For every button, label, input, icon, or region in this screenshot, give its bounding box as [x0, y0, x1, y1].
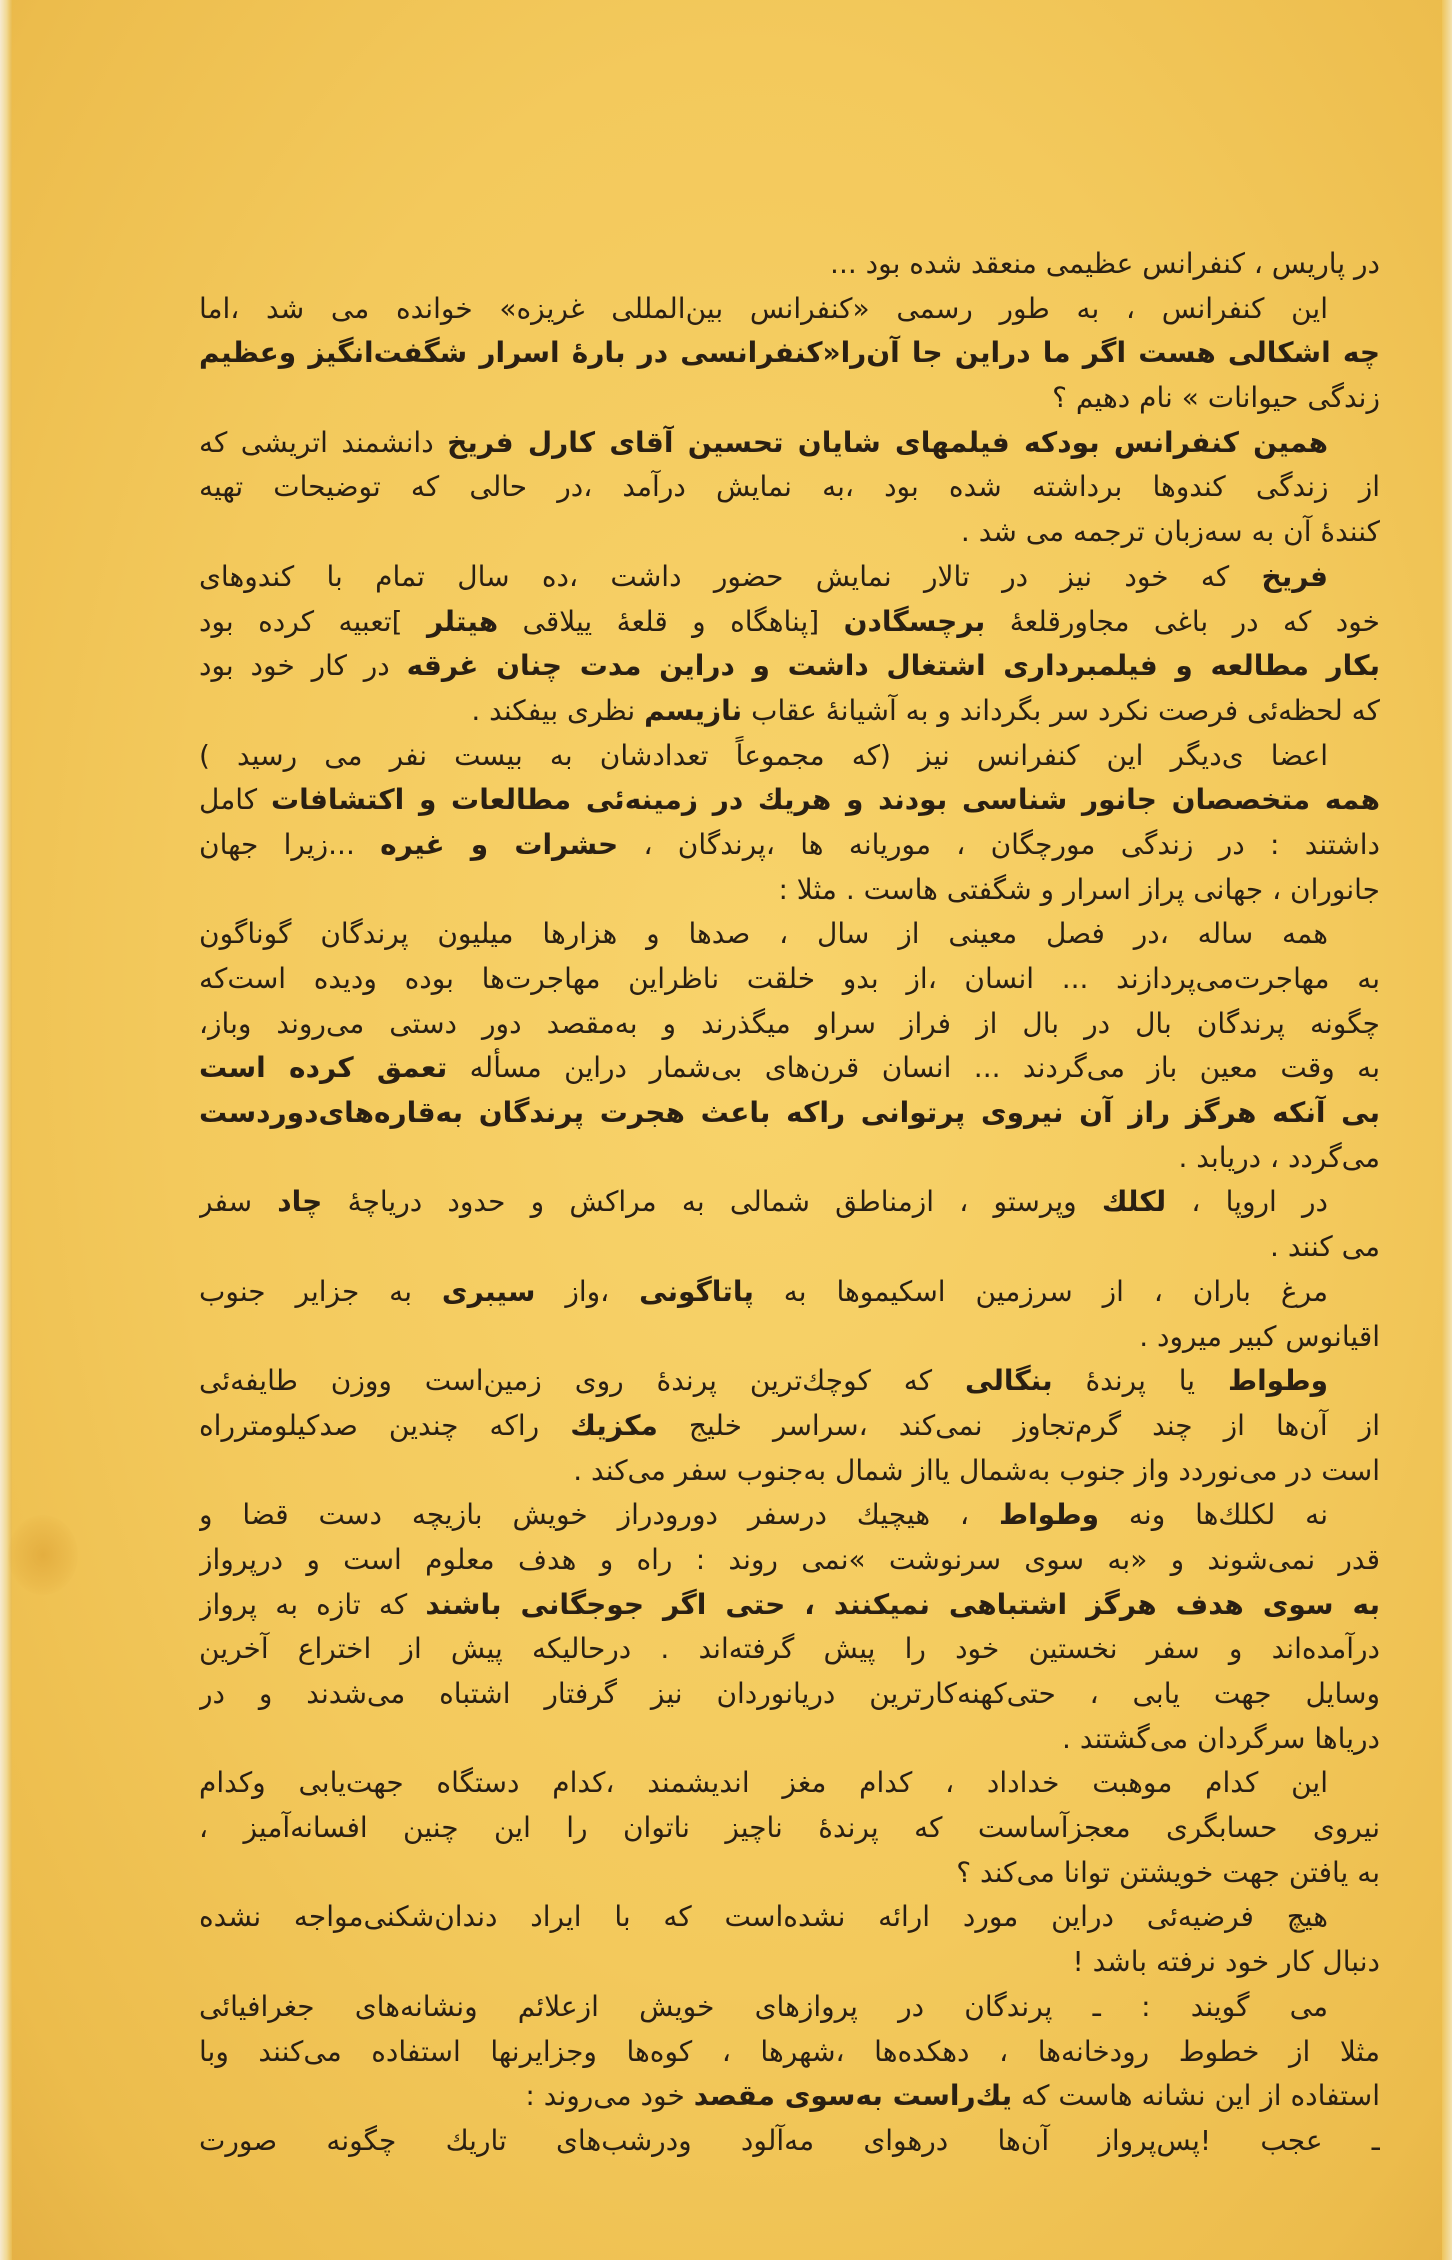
text-segment: ـ عجب !پس‌پرواز آن‌ها درهوای مه‌آلود ودرشب‌های تاریك چگونه صورت [199, 2123, 1380, 2157]
text-line [199, 2119, 1380, 2164]
text-segment: هیچ فرضیه‌ئی دراین مورد ارائه نشده‌است که با ایراد دندان‌شکنی‌مواجه نشده [199, 1900, 1328, 1934]
text-line [199, 1940, 1380, 1985]
article-body [199, 242, 1380, 2164]
text-line [199, 1895, 1380, 1940]
text-line [199, 1270, 1380, 1315]
bold-text-segment: وطواط [1227, 1364, 1328, 1398]
bold-text-segment: تعمق کرده است [199, 1051, 448, 1085]
text-line [199, 1225, 1380, 1270]
text-segment: ، هیچیك درسفر دورودراز خویش بازیچه دست قضا و [199, 1498, 970, 1532]
text-segment: ،واز [565, 1274, 610, 1308]
bold-text-segment: بکار مطالعه و فیلمبرداری اشتغال داشت و دراین مدت چنان غرقه [406, 649, 1380, 683]
text-segment: از آن‌ها از چند گرم‌تجاوز نمی‌کند ،سراسر خلیج [688, 1408, 1380, 1442]
text-segment: استفاده از این نشانه هاست که [1021, 2079, 1380, 2113]
text-line [199, 868, 1380, 913]
bold-text-segment: نازیسم [644, 693, 743, 727]
bold-text-segment: سیبری [441, 1274, 536, 1308]
text-segment: سفر [199, 1185, 253, 1219]
text-line [199, 1091, 1380, 1136]
text-line [199, 1851, 1380, 1896]
paragraph [199, 287, 1380, 421]
bold-text-segment: بنگالی [965, 1364, 1053, 1398]
text-segment: این کدام موهبت خداداد ، کدام مغز اندیشمند ،کدام دستگاه جهت‌یابی وکدام [199, 1766, 1328, 1800]
text-line [199, 1672, 1380, 1717]
text-segment: می کنند . [1270, 1230, 1380, 1264]
text-line [199, 734, 1380, 779]
text-segment: نظری بیفکند . [471, 693, 636, 727]
text-segment: همه ساله ،در فصل معینی از سال ، صدها و هزارها میلیون پرندگان گوناگون [199, 917, 1328, 951]
bold-text-segment: پاتاگونی [639, 1274, 754, 1308]
text-line [199, 510, 1380, 555]
text-segment: در کار خود بود [199, 649, 390, 683]
bold-text-segment: همین کنفرانس بودکه فیلمهای شایان تحسین آقای کارل فریخ [447, 425, 1328, 459]
text-segment: می گویند : ـ پرندگان در پروازهای خویش ازعلائم ونشانه‌های جغرافیائی [199, 1989, 1328, 2023]
text-line [199, 1449, 1380, 1494]
text-segment: ]تعبیه کرده بود [199, 604, 403, 638]
paragraph [199, 734, 1380, 913]
text-segment: قدر نمی‌شوند و «به سوی سرنوشت »نمی روند : راه و هدف معلوم است و درپرواز [199, 1542, 1380, 1576]
text-line [199, 1717, 1380, 1762]
text-line [199, 2030, 1380, 2075]
paragraph [199, 1761, 1380, 1895]
text-line [199, 1806, 1380, 1851]
text-line [199, 1493, 1380, 1538]
bold-text-segment: فریخ [1261, 559, 1328, 593]
paper-stain [8, 1515, 78, 1595]
text-segment: خود که در باغی مجاورقلعهٔ [1009, 604, 1380, 638]
text-line [199, 242, 1380, 287]
bold-text-segment: هیتلر [426, 604, 499, 638]
text-line [199, 555, 1380, 600]
text-line [199, 1180, 1380, 1225]
bold-text-segment: مکزیك [570, 1408, 658, 1442]
text-line [199, 823, 1380, 868]
text-segment: که تازه به پرواز [199, 1587, 408, 1621]
text-segment: در اروپا ، [1191, 1185, 1328, 1219]
text-segment: خود می‌روند : [525, 2079, 685, 2113]
text-segment: اقیانوس کبیر میرود . [1139, 1319, 1380, 1353]
text-line [199, 778, 1380, 823]
paragraph [199, 242, 1380, 287]
bold-text-segment: همه متخصصان جانور شناسی بودند و هریك در زمینه‌ئی مطالعات و اکتشافات [270, 783, 1380, 817]
text-line [199, 1002, 1380, 1047]
page-edge-right [1442, 0, 1452, 2260]
text-segment: که کوچك‌ترین پرندهٔ روی زمین‌است ووزن طایفه‌ئی [199, 1364, 933, 1398]
text-segment: این کنفرانس ، به طور رسمی «کنفرانس بین‌المللی غریزه» خوانده می شد ،اما [199, 291, 1328, 325]
text-segment: نه لکلك‌ها ونه [1128, 1498, 1328, 1532]
text-segment: وسایل جهت یابی ، حتی‌کهنه‌کارترین دریانوردان نیز گرفتار اشتباه می‌شدند و در [199, 1677, 1380, 1710]
paragraph [199, 912, 1380, 1180]
text-line [199, 689, 1380, 734]
text-segment: زندگی حیوانات » نام دهیم ؟ [1052, 381, 1380, 415]
text-segment: مثلا از خطوط رودخانه‌ها ، دهکده‌ها ،شهرها ، کوه‌ها وجزایرنها استفاده می‌کنند وبا [199, 2034, 1380, 2068]
text-segment: درآمده‌اند و سفر نخستین خود را پیش گرفته‌اند . درحالیکه پیش از اختراع آخرین [199, 1632, 1380, 1666]
text-segment: یا پرندهٔ [1085, 1364, 1196, 1398]
text-line [199, 957, 1380, 1002]
bold-text-segment: چه اشکالی هست اگر ما دراین جا آن‌را«کنفرانسی در بارهٔ اسرار شگفت‌انگیز وعظیم [199, 336, 1380, 370]
text-segment: است در می‌نوردد واز جنوب به‌شمال یااز شمال به‌جنوب سفر می‌کند . [573, 1453, 1380, 1487]
bold-text-segment: بی آنکه هرگز راز آن نیروی پرتوانی راکه باعث هجرت پرندگان به‌قاره‌های‌دوردست [199, 1096, 1380, 1130]
text-segment: [پناهگاه و قلعهٔ ییلاقی [522, 604, 820, 638]
text-line [199, 331, 1380, 376]
text-segment: مرغ باران ، از سرزمین اسکیموها به [783, 1274, 1329, 1308]
text-line [199, 1538, 1380, 1583]
text-line [199, 376, 1380, 421]
text-line [199, 1404, 1380, 1449]
text-line [199, 421, 1380, 466]
paragraph [199, 421, 1380, 555]
paragraph [199, 1180, 1380, 1269]
text-segment: راکه چندین صدکیلومترراه [199, 1408, 540, 1442]
text-segment: ...زیرا جهان [199, 827, 355, 861]
text-line [199, 287, 1380, 332]
text-segment: به یافتن جهت خویشتن توانا می‌کند ؟ [956, 1855, 1380, 1889]
paragraph [199, 1493, 1380, 1761]
text-line [199, 465, 1380, 510]
paragraph [199, 1359, 1380, 1493]
text-segment: به مهاجرت‌می‌پردازند ... انسان ،از بدو خلقت ناظراین مهاجرت‌ها بوده ودیده است‌که [199, 962, 1380, 995]
text-line [199, 600, 1380, 645]
text-segment: جانوران ، جهانی پراز اسرار و شگفتی هاست . مثلا : [778, 872, 1380, 906]
text-line [199, 2074, 1380, 2119]
text-line [199, 1136, 1380, 1181]
text-segment: به وقت معین باز می‌گردند ... انسان قرن‌های بی‌شمار دراین مسأله [469, 1051, 1380, 1085]
text-segment: از زندگی کندوها برداشته شده بود ،به نمایش درآمد ،در حالی که توضیحات تهیه [199, 470, 1380, 504]
bold-text-segment: به سوی هدف هرگز اشتباهی نمیکنند ، حتی اگر جوجگانی باشند [425, 1587, 1380, 1621]
text-segment: نیروی حسابگری معجزآساست که پرندهٔ ناچیز ناتوان را این چنین افسانه‌آمیز ، [199, 1811, 1380, 1845]
text-segment: دریاها سرگردان می‌گشتند . [1062, 1721, 1380, 1755]
bold-text-segment: حشرات و غیره [380, 827, 619, 861]
text-segment: که خود نیز در تالار نمایش حضور داشت ،ده سال تمام با کندوهای [199, 559, 1230, 593]
text-line [199, 1315, 1380, 1360]
text-line [199, 1046, 1380, 1091]
bold-text-segment: برچسگادن [843, 604, 986, 638]
text-segment: می‌گردد ، دریابد . [1178, 1140, 1380, 1174]
paragraph [199, 555, 1380, 734]
bold-text-segment: لکلك [1101, 1185, 1167, 1219]
bold-text-segment: یك‌راست به‌سوی مقصد [693, 2079, 1013, 2113]
text-line [199, 644, 1380, 689]
paragraph [199, 1985, 1380, 2119]
paragraph [199, 2119, 1380, 2164]
paragraph [199, 1270, 1380, 1359]
text-segment: در پاریس ، کنفرانس عظیمی منعقد شده بود ... [830, 247, 1380, 280]
paragraph [199, 1895, 1380, 1984]
text-line [199, 1985, 1380, 2030]
text-line [199, 912, 1380, 957]
page-edge-left [0, 0, 12, 2260]
text-segment: به جزایر جنوب [199, 1274, 412, 1308]
bold-text-segment: وطواط [998, 1498, 1099, 1532]
text-segment: اعضا ی‌دیگر این کنفرانس نیز (که مجموعاً تعدادشان به بیست نفر می رسید ) [199, 738, 1328, 772]
text-segment: کامل [199, 783, 258, 817]
text-segment: چگونه پرندگان بال در بال از فراز سراو میگذرند و به‌مقصد دور دستی می‌روند وباز، [199, 1006, 1380, 1040]
text-line [199, 1627, 1380, 1672]
text-segment: وپرستو ، ازمناطق شمالی به مراکش و حدود دریاچهٔ [347, 1185, 1077, 1219]
bold-text-segment: چاد [277, 1185, 323, 1219]
text-line [199, 1583, 1380, 1628]
text-segment: کنندهٔ آن به سه‌زبان ترجمه می شد . [960, 515, 1380, 549]
text-line [199, 1359, 1380, 1404]
text-line [199, 1761, 1380, 1806]
text-segment: دانشمند اتریشی که [199, 425, 434, 459]
text-segment: دنبال کار خود نرفته باشد ! [1072, 1945, 1380, 1979]
text-segment: که لحظه‌ئی فرصت نکرد سر بگرداند و به آشیانهٔ عقاب [751, 693, 1380, 727]
text-segment: داشتند : در زندگی مورچگان ، موریانه ها ،پرندگان ، [643, 827, 1380, 861]
